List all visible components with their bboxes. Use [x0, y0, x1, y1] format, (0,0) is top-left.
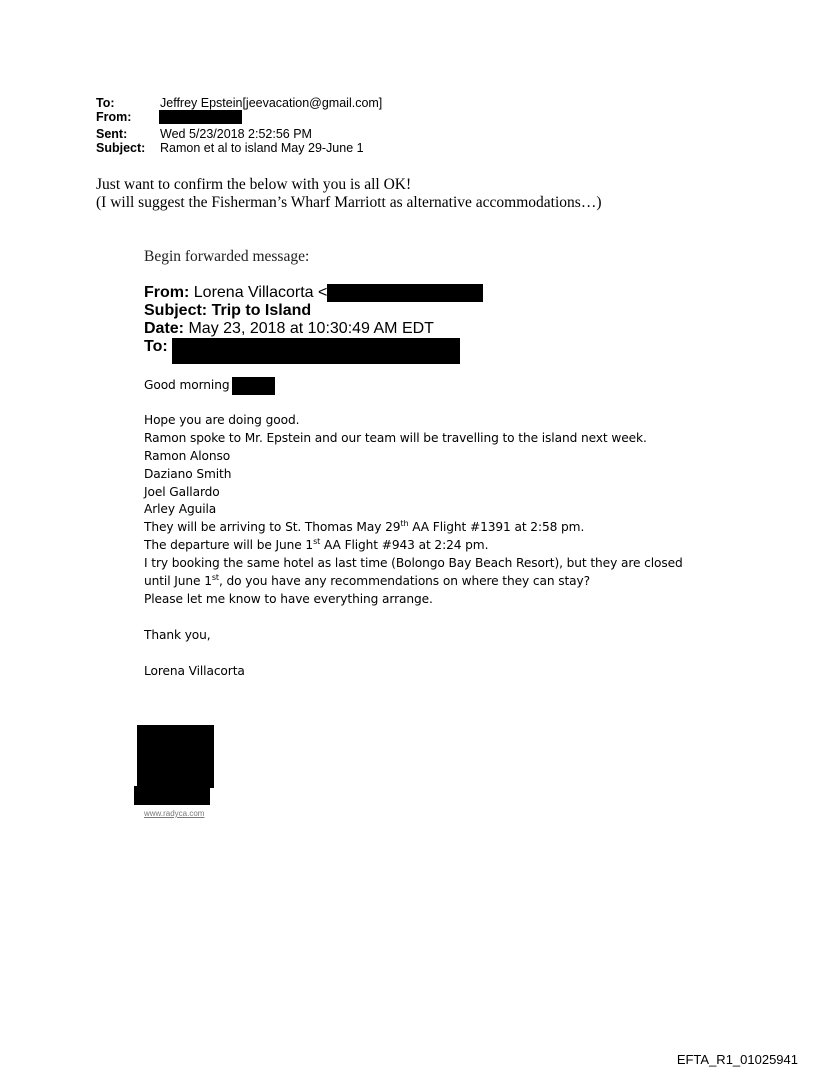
- subject-value: Ramon et al to island May 29-June 1: [160, 141, 364, 155]
- hotel-line-1: I try booking the same hotel as last time (Bolongo Bay Beach Resort), but they are closed: [144, 556, 683, 570]
- arrival-sup: th: [400, 519, 409, 528]
- arrival-line: [144, 518, 584, 536]
- team-member-4: Arley Aguila: [144, 502, 217, 516]
- thanks: Thank you,: [144, 628, 211, 642]
- to-value: Jeffrey Epstein[jeevacation@gmail.com]: [160, 96, 383, 110]
- team-member-2: Daziano Smith: [144, 467, 232, 481]
- greeting-name-redaction: [232, 377, 275, 395]
- forwarded-from-label: From:: [144, 284, 190, 301]
- hotel-sup: st: [211, 573, 219, 582]
- departure-line: [144, 536, 488, 554]
- forwarded-from-value: Lorena Villacorta <: [193, 284, 328, 301]
- message-line-2: Ramon spoke to Mr. Epstein and our team will be travelling to the island next week.: [144, 431, 647, 445]
- team-member-3: Joel Gallardo: [144, 485, 220, 499]
- forwarded-date-value: May 23, 2018 at 10:30:49 AM EDT: [188, 320, 434, 337]
- greeting: Good morning: [144, 378, 230, 392]
- sent-value: Wed 5/23/2018 2:52:56 PM: [160, 127, 312, 141]
- to-label: To:: [96, 96, 115, 110]
- signature-website-link[interactable]: www.radyca.com: [144, 809, 205, 818]
- forwarded-date-label: Date:: [144, 320, 185, 337]
- message-line-1: Hope you are doing good.: [144, 413, 300, 427]
- hotel-text-a: until June 1: [144, 574, 212, 588]
- document-id: EFTA_R1_01025941: [676, 1052, 798, 1067]
- signature-logo-redaction: [137, 725, 214, 788]
- arrival-text-b: AA Flight #1391 at 2:58 pm.: [408, 520, 585, 534]
- departure-text-b: AA Flight #943 at 2:24 pm.: [320, 538, 489, 552]
- sent-label: Sent:: [96, 127, 128, 141]
- forwarded-email-redaction: [327, 284, 483, 302]
- from-label: From:: [96, 110, 132, 124]
- forwarded-date: [144, 320, 434, 338]
- forwarded-subject-value: Trip to Island: [211, 302, 312, 319]
- signature-logo-redaction-lower: [134, 786, 210, 805]
- outer-body-line-2: (I will suggest the Fisherman’s Wharf Marriott as alternative accommodations…): [96, 194, 602, 211]
- outer-body-line-1: Just want to confirm the below with you is all OK!: [96, 176, 412, 193]
- arrival-text-a: They will be arriving to St. Thomas May 29: [144, 520, 401, 534]
- forwarded-subject-label: Subject:: [144, 302, 208, 319]
- hotel-text-b: , do you have any recommendations on where they can stay?: [218, 574, 591, 588]
- forwarded-from: [144, 284, 327, 302]
- from-redaction: [159, 110, 242, 124]
- signature-name: Lorena Villacorta: [144, 664, 245, 678]
- team-member-1: Ramon Alonso: [144, 449, 231, 463]
- forwarded-to-redaction: [172, 338, 460, 364]
- outer-email-header: [96, 97, 456, 159]
- forwarded-to-label: To:: [144, 338, 168, 355]
- forwarded-intro: Begin forwarded message:: [144, 248, 310, 265]
- departure-sup: st: [313, 537, 321, 546]
- forwarded-to: [144, 338, 168, 356]
- forwarded-subject: [144, 302, 311, 320]
- hotel-line-3: Please let me know to have everything arrange.: [144, 592, 433, 606]
- departure-text-a: The departure will be June 1: [144, 538, 314, 552]
- subject-label: Subject:: [96, 141, 146, 155]
- hotel-line-2: [144, 572, 590, 590]
